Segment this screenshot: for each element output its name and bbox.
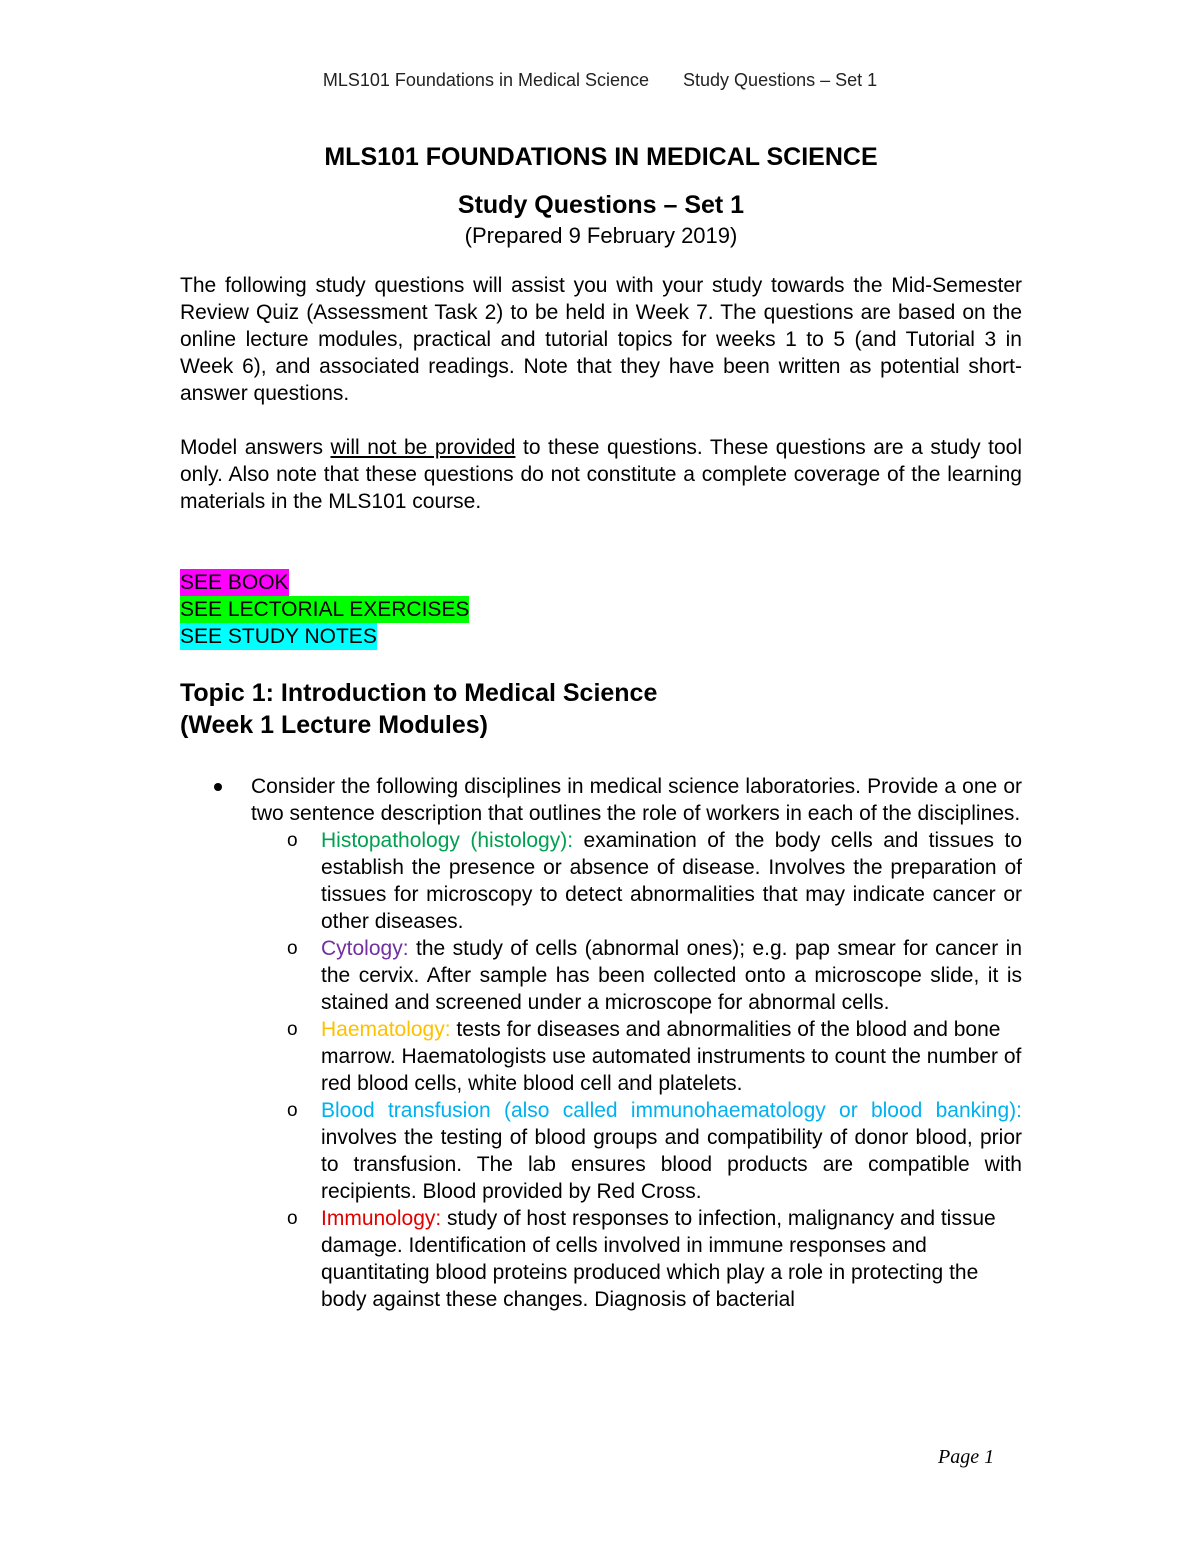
discipline-item [251, 935, 1022, 1016]
document-title: MLS101 FOUNDATIONS IN MEDICAL SCIENCE [324, 143, 878, 171]
model-text-underlined: will not be provided [330, 436, 516, 459]
model-text-before: Model answers [180, 436, 331, 459]
topic-week: (Week 1 Lecture Modules) [180, 711, 488, 739]
bullet-icon [214, 783, 222, 791]
highlight-legend [180, 569, 1022, 650]
discipline-item [251, 827, 1022, 935]
legend-see-lectorial: SEE LECTORIAL EXERCISES [180, 598, 470, 621]
discipline-description [321, 935, 1022, 1016]
prepared-date: (Prepared 9 February 2019) [464, 223, 738, 248]
discipline-term: Haematology: [321, 1018, 451, 1041]
circle-bullet-icon: o [287, 1100, 298, 1121]
question-text: Consider the following disciplines in medical science laboratories. Provide a one or two sentence description that outlines the role of workers in each of the disciplines. [251, 775, 1022, 825]
discipline-term: Immunology: [321, 1207, 442, 1230]
discipline-description [321, 1097, 1022, 1205]
header-set: Study Questions – Set 1 [683, 70, 878, 90]
legend-see-notes: SEE STUDY NOTES [180, 625, 377, 648]
discipline-text: tests for diseases and abnormalities of the blood and bone marrow. Haematologists use automated instruments to count the number of red blood cells, white blood cell and platelets. [321, 1018, 1022, 1095]
page-number: Page 1 [938, 1446, 995, 1468]
discipline-list [251, 827, 1022, 1313]
circle-bullet-icon: o [287, 938, 298, 959]
question-item [180, 773, 1022, 1313]
discipline-description [321, 1205, 1022, 1313]
discipline-item [251, 1016, 1022, 1097]
discipline-text: examination of the body cells and tissues to establish the presence or absence of disease. Involves the preparation of tissues for microscopy to detect abnormalities that may indicate cancer or other diseases. [321, 829, 1022, 933]
document-body [180, 140, 1022, 1313]
discipline-term: Cytology: [321, 937, 409, 960]
discipline-item [251, 1205, 1022, 1313]
intro-paragraph: The following study questions will assist you with your study towards the Mid-Semester Review Quiz (Assessment Task 2) to be held in Week 7. The questions are based on the online lecture modules, practical and tutorial topics for weeks 1 to 5 (and Tutorial 3 in Week 6), and associated readings. Note that they have been written as potential short-answer questions. [180, 274, 1022, 405]
topic-heading [180, 677, 1022, 741]
header-course: MLS101 Foundations in Medical Science [322, 70, 650, 90]
discipline-text: involves the testing of blood groups and compatibility of donor blood, prior to transfusion. The lab ensures blood products are compatible with recipients. Blood provided by Red Cross. [321, 1126, 1022, 1203]
circle-bullet-icon: o [287, 1019, 298, 1040]
discipline-description [321, 1016, 1022, 1097]
model-text-after: to these questions. These questions are a study tool only. Also note that these questions do not constitute a complete coverage of the learning materials in the MLS101 course. [180, 436, 1022, 513]
discipline-description [321, 827, 1022, 935]
discipline-text: the study of cells (abnormal ones); e.g. pap smear for cancer in the cervix. After sample has been collected onto a microscope slide, it is stained and screened under a microscope for abnormal cells. [321, 937, 1022, 1014]
discipline-term: Blood transfusion (also called immunohaematology or blood banking): [321, 1099, 1022, 1122]
discipline-term: Histopathology (histology): [321, 829, 574, 852]
model-answers-paragraph [180, 434, 1022, 515]
legend-see-book: SEE BOOK [180, 571, 289, 594]
discipline-text: study of host responses to infection, malignancy and tissue damage. Identification of cells involved in immune responses and quantitating blood proteins produced which play a role in protecting the body against these changes. Diagnosis of bacterial [321, 1207, 996, 1311]
page-header [0, 70, 1200, 91]
question-list [180, 773, 1022, 1313]
circle-bullet-icon: o [287, 830, 298, 851]
circle-bullet-icon: o [287, 1208, 298, 1229]
topic-title: Topic 1: Introduction to Medical Science [180, 679, 658, 707]
discipline-item [251, 1097, 1022, 1205]
document-subtitle: Study Questions – Set 1 [457, 191, 745, 219]
